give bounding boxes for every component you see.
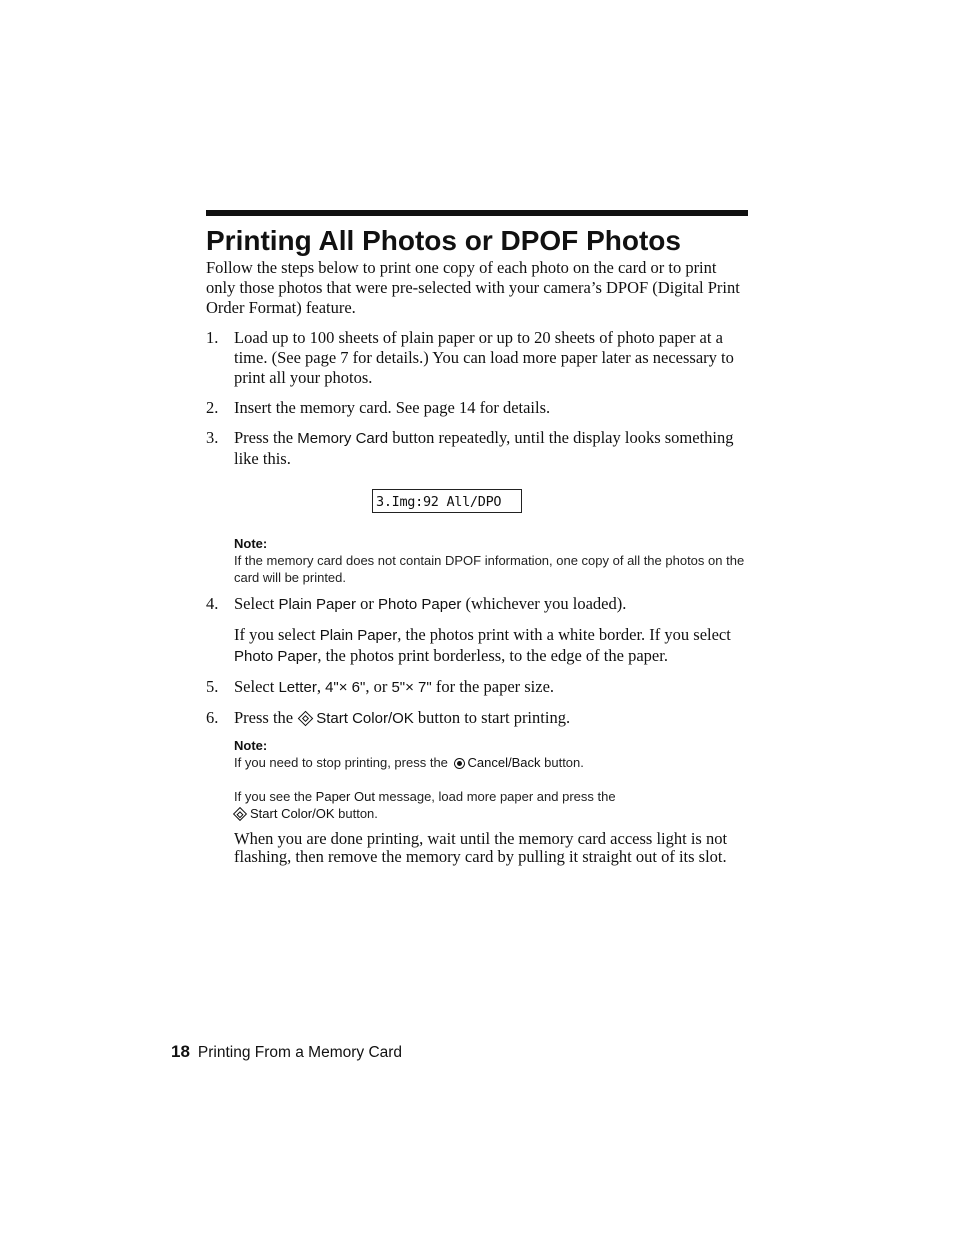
section-title: Printing From a Memory Card <box>197 1044 403 1061</box>
cancel-back-button-label: Cancel/Back <box>467 755 541 770</box>
memory-card-button-label: Memory Card <box>297 430 389 447</box>
photo-paper-option: Photo Paper <box>378 596 462 613</box>
step-2 <box>206 398 748 418</box>
step-text-pre: Press the <box>234 428 298 447</box>
detail-mid: , the photos print with a white border. If you select <box>397 625 731 644</box>
start-color-ok-button-label: Start Color/OK <box>316 710 414 727</box>
start-diamond-icon <box>233 807 247 821</box>
step-number: 1. <box>206 328 219 347</box>
step-text-post: for the paper size. <box>431 677 555 696</box>
heading-rule <box>206 210 748 216</box>
page-number: 18 <box>171 1042 190 1061</box>
closing-paragraph: When you are done printing, wait until the memory card access light is not flashing, then remove the memory card by pulling it straight out of its slot. <box>234 829 728 866</box>
start-diamond-icon <box>298 711 314 727</box>
separator: , or <box>365 677 392 696</box>
photo-paper-option: Photo Paper <box>234 648 318 665</box>
step-number: 2. <box>206 398 219 417</box>
lcd-display: 3.Img:92 All/DPO <box>372 489 522 513</box>
detail-post: , the photos print borderless, to the edge of the paper. <box>317 646 668 665</box>
step-text-mid: or <box>356 594 379 613</box>
step-1 <box>206 328 748 388</box>
page-content <box>206 210 748 866</box>
step-text-pre: Select <box>234 594 279 613</box>
step-text-post: button repeatedly, until the display looks something like this. <box>234 428 734 468</box>
step-5 <box>206 677 748 698</box>
step-text: Load up to 100 sheets of plain paper or up to 20 sheets of photo paper at a time. (See page 7 for details.) You can load more paper later as necessary to print all your photos. <box>234 328 734 387</box>
letter-option: Letter <box>278 679 317 696</box>
step-number: 3. <box>206 428 219 447</box>
5x7-option: 5"× 7" <box>391 679 432 696</box>
4x6-option: 4"× 6" <box>325 679 366 696</box>
note-text: If the memory card does not contain DPOF information, one copy of all the photos on the card will be printed. <box>234 553 745 585</box>
intro-paragraph: Follow the steps below to print one copy of each photo on the card or to print only those photos that were pre-selected with your camera’s DPOF (Digital Print Order Format) feature. <box>206 258 740 317</box>
step-number: 5. <box>206 677 219 696</box>
note-text-mid: message, load more paper and press the <box>374 789 616 804</box>
note-line-cancel <box>234 754 748 771</box>
detail-pre: If you select <box>234 625 320 644</box>
note-text-post: button. <box>540 755 584 770</box>
step-text: Insert the memory card. See page 14 for details. <box>234 398 551 417</box>
step-text-pre: Press the <box>234 708 298 727</box>
note-text-pre: If you see the <box>234 789 316 804</box>
separator: , <box>316 677 326 696</box>
step-6 <box>206 708 748 729</box>
plain-paper-option: Plain Paper <box>319 627 398 644</box>
step-3 <box>206 428 748 469</box>
stop-icon <box>454 758 465 769</box>
step-4-detail <box>206 625 748 667</box>
note-line-paper-out <box>234 788 748 822</box>
note-1 <box>206 535 748 586</box>
step-text-post: (whichever you loaded). <box>461 594 627 613</box>
note-2 <box>206 737 748 822</box>
step-number: 6. <box>206 708 219 727</box>
note-title: Note: <box>234 738 268 753</box>
plain-paper-option: Plain Paper <box>278 596 357 613</box>
page-footer <box>171 1042 402 1062</box>
note-text-pre: If you need to stop printing, press the <box>234 755 452 770</box>
paper-out-message: Paper Out <box>315 789 375 804</box>
step-number: 4. <box>206 594 219 613</box>
start-color-ok-button-label: Start Color/OK <box>250 806 335 821</box>
step-text-post: button to start printing. <box>413 708 571 727</box>
note-title: Note: <box>234 536 268 551</box>
step-text-pre: Select <box>234 677 279 696</box>
step-4 <box>206 594 748 615</box>
note-text-post: button. <box>334 806 378 821</box>
page-title: Printing All Photos or DPOF Photos <box>206 225 681 256</box>
